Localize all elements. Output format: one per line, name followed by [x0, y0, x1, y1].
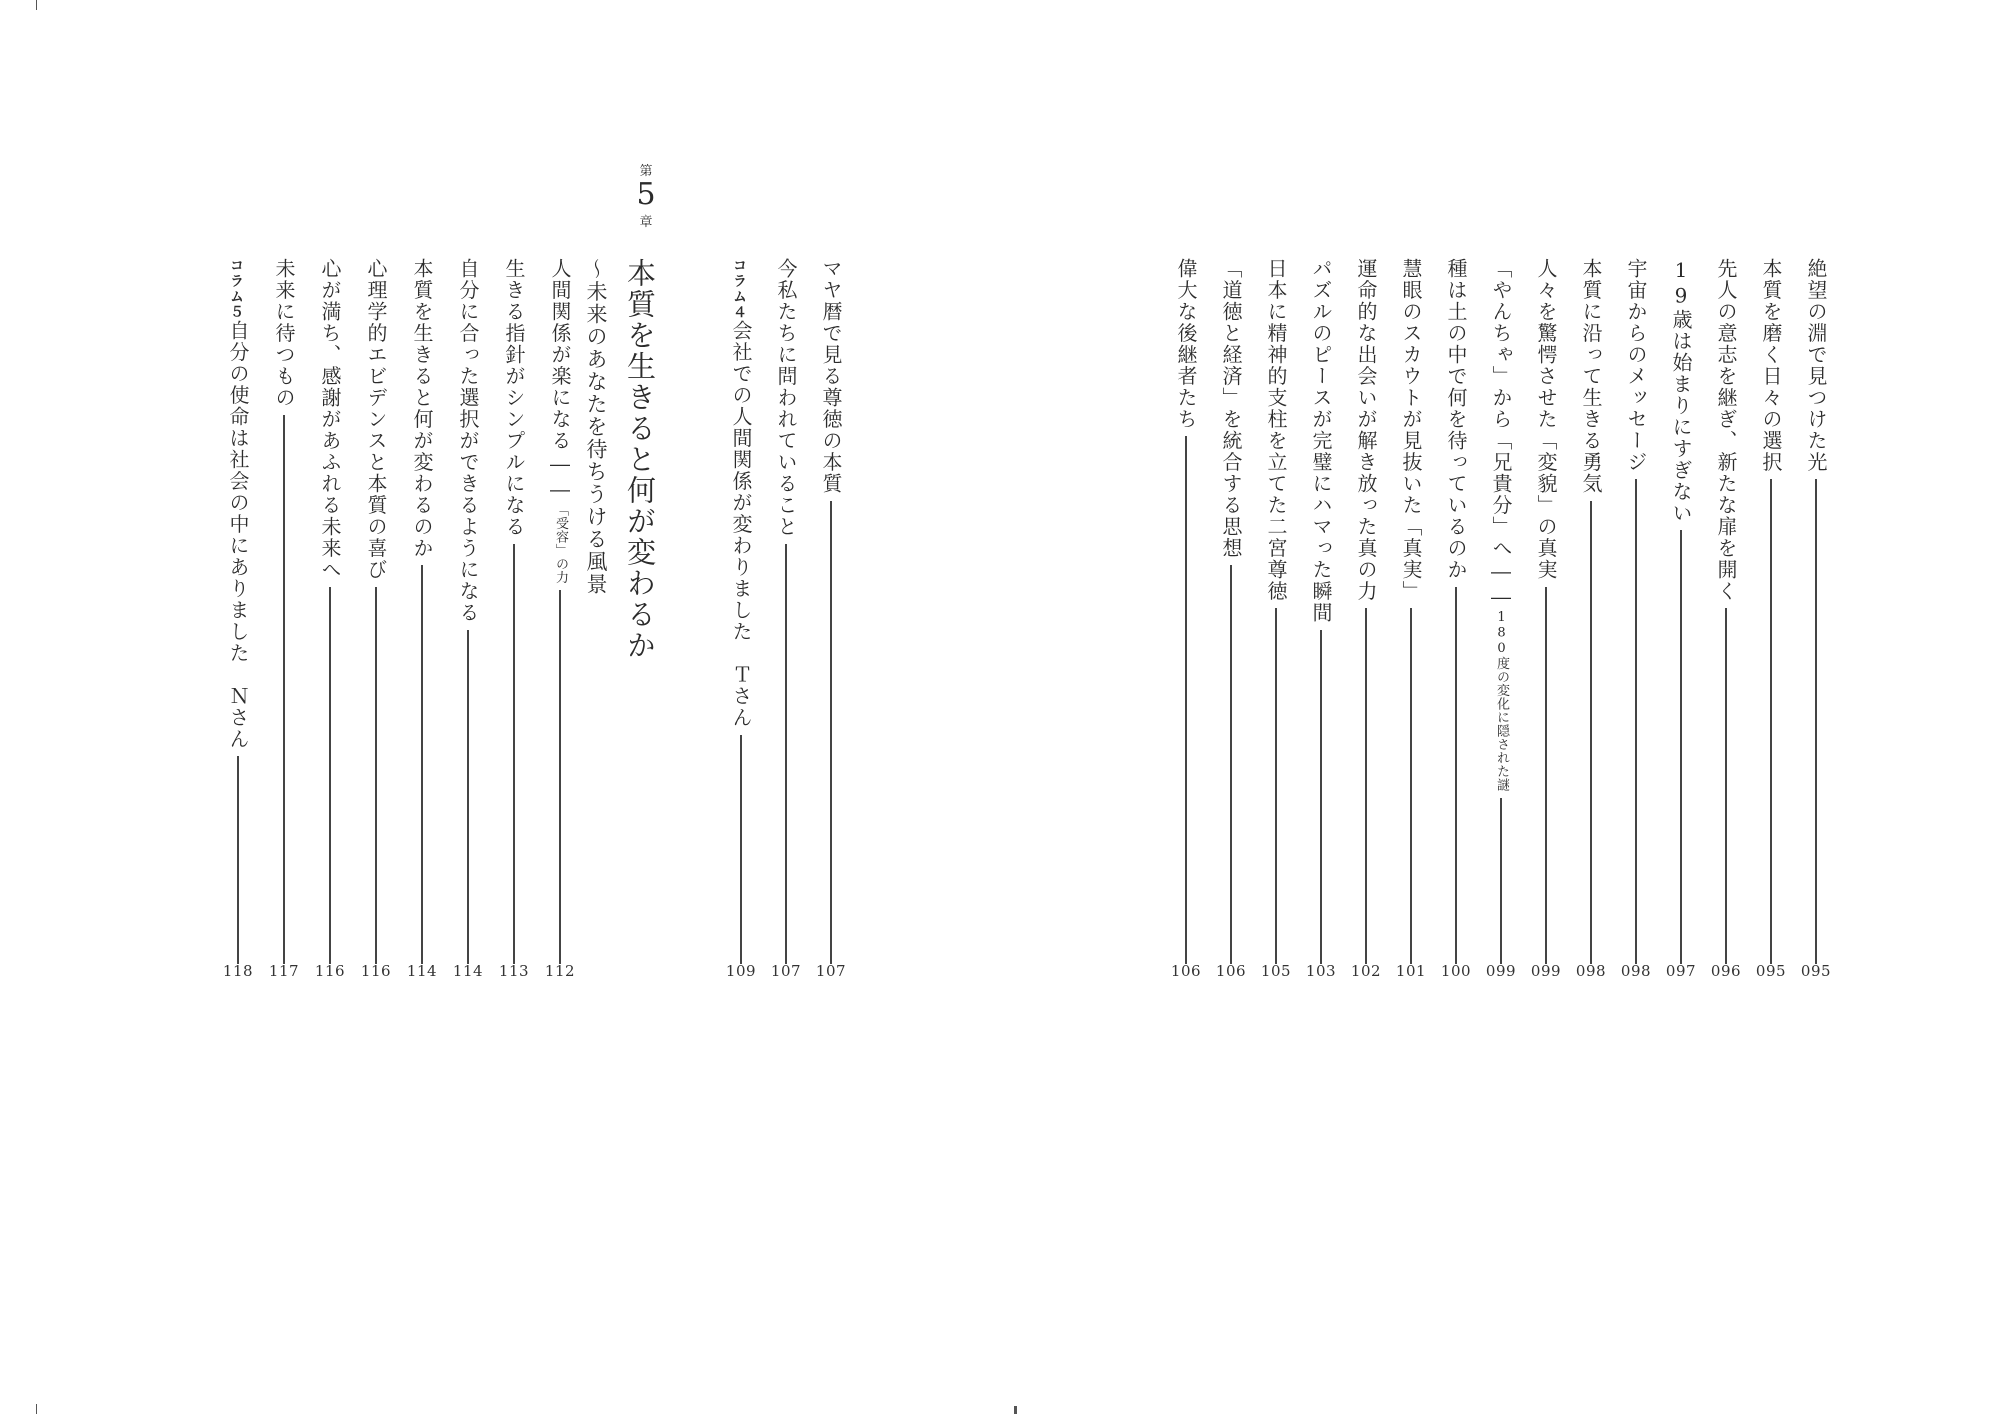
toc-page-number: 103 [1305, 962, 1337, 980]
toc-entry[interactable] [362, 258, 390, 964]
toc-entry-title: 人間関係が楽になる―― [548, 258, 572, 503]
column-label: コラム４ [731, 258, 747, 320]
toc-entry-title: 未来に待つもの [272, 258, 296, 409]
toc-entry[interactable] [1667, 258, 1695, 964]
crop-mark-top-left [36, 0, 37, 10]
toc-page-number: 106 [1215, 962, 1247, 980]
toc-page-number: 095 [1800, 962, 1832, 980]
toc-page-number: 117 [268, 962, 300, 980]
leader-line [375, 587, 376, 965]
leader-line [421, 565, 422, 964]
toc-entry[interactable] [316, 258, 344, 964]
toc-entry-title: 運命的な出会いが解き放った真の力 [1354, 258, 1378, 602]
toc-page-number: 112 [544, 962, 576, 980]
leader-line [1455, 587, 1456, 965]
leader-line [1365, 608, 1366, 964]
toc-page-number: 114 [406, 962, 438, 980]
leader-line [1770, 479, 1771, 964]
toc-entry-title: 絶望の淵で見つけた光 [1804, 258, 1828, 473]
toc-entry-title: 心が満ち、感謝があふれる未来へ [318, 258, 342, 581]
leader-line [559, 590, 560, 965]
toc-page-number: 097 [1665, 962, 1697, 980]
toc-entry-title: 会社での人間関係が変わりました Ｔさん [729, 320, 753, 729]
toc-page-number: 116 [360, 962, 392, 980]
chapter-subtitle: ～未来のあなたを待ちうける風景 [584, 258, 608, 596]
leader-line [1230, 565, 1231, 964]
toc-entry-title: 種は土の中で何を待っているのか [1444, 258, 1468, 581]
crop-mark-bottom-center [1014, 1406, 1017, 1414]
toc-page-number: 095 [1755, 962, 1787, 980]
toc-entry[interactable] [1622, 258, 1650, 964]
toc-entry[interactable] [1487, 258, 1515, 964]
toc-page-number: 113 [498, 962, 530, 980]
toc-entry[interactable] [454, 258, 482, 964]
toc-entry[interactable] [270, 258, 298, 964]
toc-entry[interactable] [1397, 258, 1425, 964]
toc-page-number: 098 [1575, 962, 1607, 980]
toc-entry[interactable] [1532, 258, 1560, 964]
leader-line [1590, 501, 1591, 965]
toc-entry[interactable] [1217, 258, 1245, 964]
toc-entry-title: 今私たちに問われていること [774, 258, 798, 538]
toc-entry[interactable] [1802, 258, 1830, 964]
leader-line [1815, 479, 1816, 964]
leader-line [1545, 587, 1546, 965]
toc-entry-title: 先人の意志を継ぎ、新たな扉を開く [1714, 258, 1738, 602]
chapter-label [626, 160, 666, 230]
toc-entry-title: 慧眼のスカウトが見抜いた「真実」 [1399, 258, 1423, 602]
toc-page-number: 098 [1620, 962, 1652, 980]
chapter-title[interactable]: 本質を生きると何が変わるか [623, 258, 657, 661]
leader-line [467, 630, 468, 965]
column-entry[interactable] [727, 258, 755, 964]
toc-entry[interactable] [1442, 258, 1470, 964]
leader-line [1275, 608, 1276, 964]
leader-line [1410, 608, 1411, 964]
toc-page-number: 105 [1260, 962, 1292, 980]
leader-line [1635, 479, 1636, 964]
toc-entry-subtitle: 180度の変化に隠された謎 [1494, 610, 1509, 792]
toc-entry-title: 本質を生きると何が変わるのか [410, 258, 434, 559]
leader-line [740, 735, 741, 965]
toc-entry[interactable] [772, 258, 800, 964]
leader-line [1320, 630, 1321, 965]
toc-entry-title: 宇宙からのメッセージ [1624, 258, 1648, 473]
toc-entry[interactable] [1757, 258, 1785, 964]
toc-page-number: 106 [1170, 962, 1202, 980]
toc-entry[interactable] [500, 258, 528, 964]
column-entry[interactable] [224, 258, 252, 964]
toc-entry-title: 生きる指針がシンプルになる [502, 258, 526, 538]
toc-page-number: 109 [725, 962, 757, 980]
toc-entry-title: 本質を磨く日々の選択 [1759, 258, 1783, 473]
column-label: コラム５ [228, 258, 244, 320]
leader-line [785, 544, 786, 965]
toc-page-number: 099 [1485, 962, 1517, 980]
toc-entry-title: 自分の使命は社会の中にありました Ｎさん [226, 320, 250, 750]
toc-entry-title: 心理学的エビデンスと本質の喜び [364, 258, 388, 581]
toc-entry-title: 偉大な後継者たち [1174, 258, 1198, 430]
leader-line [329, 587, 330, 965]
toc-entry-title: 「やんちゃ」から「兄貴分」へ―― [1489, 258, 1513, 610]
leader-line [283, 415, 284, 965]
toc-entry-title: 19歳は始まりにすぎない [1669, 258, 1693, 524]
toc-entry[interactable] [1577, 258, 1605, 964]
toc-entry-title: 人々を驚愕させた「変貌」の真実 [1534, 258, 1558, 581]
toc-page-number: 116 [314, 962, 346, 980]
toc-entry[interactable] [1172, 258, 1200, 964]
toc-page-number: 102 [1350, 962, 1382, 980]
leader-line [1680, 530, 1681, 964]
leader-line [1185, 436, 1186, 964]
toc-page-number: 107 [770, 962, 802, 980]
toc-entry-title: パズルのピースが完璧にハマった瞬間 [1309, 258, 1333, 624]
chapter-shou: 章 [639, 215, 653, 230]
leader-line [513, 544, 514, 965]
leader-line [1725, 608, 1726, 964]
chapter-number: 5 [636, 177, 656, 212]
toc-entry[interactable] [1307, 258, 1335, 964]
chapter-dai: 第 [639, 164, 653, 179]
toc-entry[interactable] [817, 258, 845, 964]
toc-entry-title: マヤ暦で見る尊徳の本質 [819, 258, 843, 495]
toc-page-number: 118 [222, 962, 254, 980]
toc-page-number: 096 [1710, 962, 1742, 980]
toc-page-number: 099 [1530, 962, 1562, 980]
toc-entry[interactable] [408, 258, 436, 964]
toc-entry[interactable] [1712, 258, 1740, 964]
toc-entry-title: 自分に合った選択ができるようになる [456, 258, 480, 624]
leader-line [1500, 798, 1501, 965]
toc-entry-subtitle: 「受容」の力 [553, 502, 568, 584]
toc-entry[interactable] [546, 258, 574, 964]
crop-mark-bottom-left [36, 1404, 37, 1414]
leader-line [830, 501, 831, 965]
toc-page-number: 100 [1440, 962, 1472, 980]
leader-line [237, 756, 238, 964]
toc-entry-title: 本質に沿って生きる勇気 [1579, 258, 1603, 495]
toc-entry[interactable] [1352, 258, 1380, 964]
toc-entry-title: 日本に精神的支柱を立てた二宮尊徳 [1264, 258, 1288, 602]
toc-page-number: 101 [1395, 962, 1427, 980]
toc-page-number: 107 [815, 962, 847, 980]
toc-page-number: 114 [452, 962, 484, 980]
toc-entry[interactable] [1262, 258, 1290, 964]
toc-entry-title: 「道徳と経済」を統合する思想 [1219, 258, 1243, 559]
